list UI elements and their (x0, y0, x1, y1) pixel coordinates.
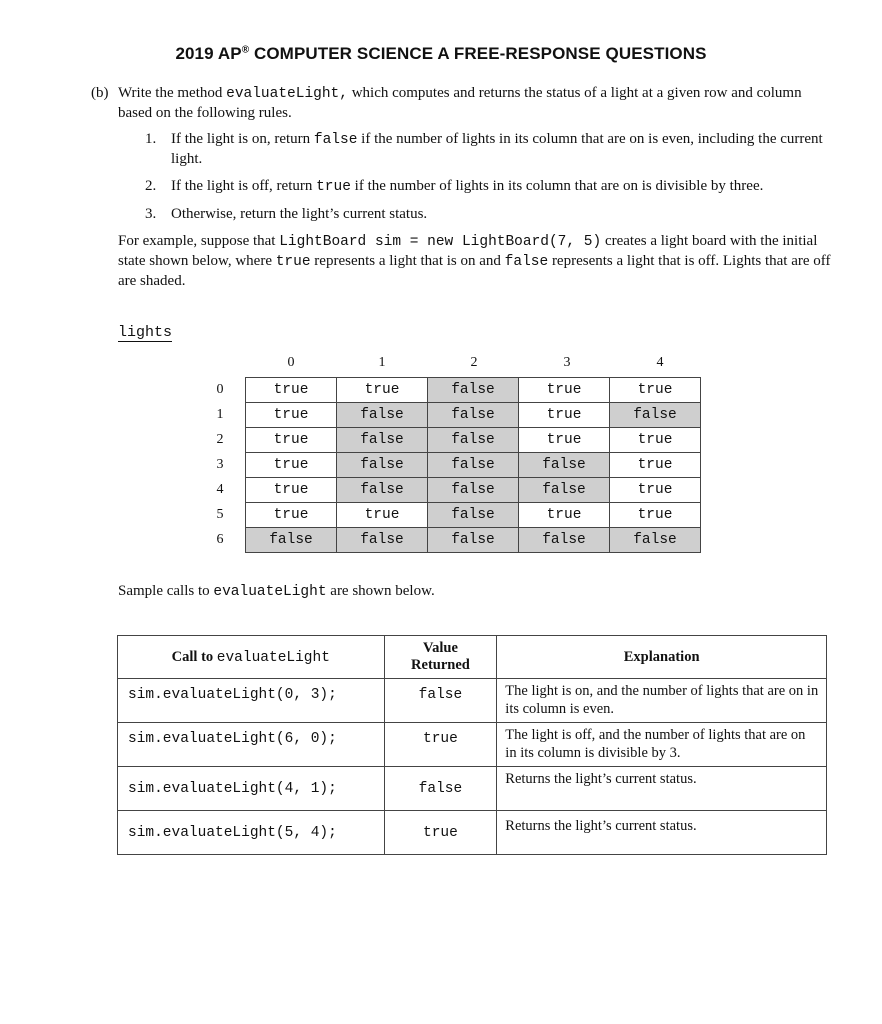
row-header: 6 (216, 532, 224, 547)
part-b-text (118, 84, 831, 123)
part-b-text-1: Write the method (118, 85, 227, 101)
light-cell: false (519, 478, 610, 503)
rule-2 (145, 177, 835, 197)
rule-pre: If the light is on, return (171, 131, 314, 147)
row-header: 2 (216, 432, 224, 447)
example-text-4: represents a light that is off. Lights that are off are shaded. (118, 253, 831, 289)
light-cell: false (337, 428, 428, 453)
sample-calls-table (117, 635, 827, 855)
light-cell: false (428, 453, 519, 478)
page-title (0, 44, 882, 64)
example-paragraph (118, 232, 833, 291)
grid-row (246, 378, 701, 403)
light-cell: true (519, 503, 610, 528)
rule-text (171, 177, 835, 197)
value-cell: true (384, 723, 497, 767)
column-header: 3 (563, 355, 571, 370)
call-cell: sim.evaluateLight(0, 3); (118, 679, 385, 723)
header-call-code: evaluateLight (216, 649, 330, 666)
rule-pre: If the light is off, return (171, 178, 317, 194)
value-cell: false (384, 767, 497, 811)
method-name: evaluateLight, (226, 86, 348, 102)
lights-label: lights (118, 324, 173, 341)
table-row (118, 679, 827, 723)
light-cell: false (519, 528, 610, 553)
rule-post: if the number of lights in its column that are on is even, including the current light. (171, 131, 823, 167)
sample-calls-text (118, 582, 435, 602)
row-header: 4 (216, 482, 224, 497)
rule-code: false (313, 132, 358, 148)
rule-number: 1. (145, 131, 157, 147)
light-cell: false (337, 403, 428, 428)
header-value-1: Value (422, 640, 458, 656)
light-cell: true (610, 378, 701, 403)
example-code-3: false (504, 254, 549, 270)
value-cell: false (384, 679, 497, 723)
light-cell: true (519, 428, 610, 453)
light-cell: false (610, 528, 701, 553)
example-text-2: creates a light board with the initial state shown below, where (118, 233, 818, 269)
example-code-1: LightBoard sim = new LightBoard(7, 5) (279, 234, 602, 250)
table-row (118, 723, 827, 767)
light-cell: false (428, 503, 519, 528)
call-cell: sim.evaluateLight(5, 4); (118, 811, 385, 855)
light-cell: true (610, 478, 701, 503)
example-code-2: true (275, 254, 311, 270)
light-cell: false (337, 453, 428, 478)
light-cell: true (246, 478, 337, 503)
light-cell: false (337, 528, 428, 553)
column-header: 1 (378, 355, 386, 370)
grid-row (246, 528, 701, 553)
lights-grid (245, 377, 701, 553)
part-b-label: (b) (91, 85, 109, 101)
rule-text (171, 130, 835, 169)
sample-text-1: Sample calls to (118, 583, 214, 599)
rule-1 (145, 130, 835, 169)
title-rest: COMPUTER SCIENCE A FREE-RESPONSE QUESTIONS (249, 44, 707, 63)
grid-row (246, 503, 701, 528)
table-row (118, 811, 827, 855)
explanation-cell: The light is off, and the number of lights that are on in its column is divisible by 3. (497, 723, 827, 767)
column-header: 2 (470, 355, 478, 370)
header-value (384, 636, 497, 679)
light-cell: false (428, 478, 519, 503)
light-cell: true (246, 453, 337, 478)
grid-row (246, 453, 701, 478)
light-cell: true (610, 503, 701, 528)
rule-number: 2. (145, 178, 157, 194)
header-value-2: Returned (411, 657, 470, 673)
header-call (118, 636, 385, 679)
row-header: 1 (216, 407, 224, 422)
explanation-cell: Returns the light’s current status. (497, 811, 827, 855)
grid-row (246, 403, 701, 428)
grid-row (246, 428, 701, 453)
row-header: 5 (216, 507, 224, 522)
header-explanation: Explanation (497, 636, 827, 679)
explanation-cell: The light is on, and the number of lights that are on in its column is even. (497, 679, 827, 723)
light-cell: true (246, 403, 337, 428)
grid-row (246, 478, 701, 503)
table-row (118, 767, 827, 811)
part-b-paragraph (91, 84, 831, 123)
sample-text-2: are shown below. (326, 583, 435, 599)
rule-text (171, 205, 835, 224)
rule-number: 3. (145, 206, 157, 222)
column-header: 0 (287, 355, 295, 370)
example-text-1: For example, suppose that (118, 233, 280, 249)
light-cell: false (337, 478, 428, 503)
light-cell: true (246, 503, 337, 528)
light-cell: false (519, 453, 610, 478)
rule-3 (145, 205, 835, 224)
sample-code: evaluateLight (213, 584, 327, 600)
rule-code: true (316, 179, 351, 195)
call-cell: sim.evaluateLight(6, 0); (118, 723, 385, 767)
column-header: 4 (656, 355, 664, 370)
call-cell: sim.evaluateLight(4, 1); (118, 767, 385, 811)
rule-pre: Otherwise, return the light’s current status. (171, 206, 428, 222)
light-cell: true (610, 428, 701, 453)
title-main: 2019 AP (175, 44, 242, 63)
value-cell: true (384, 811, 497, 855)
light-cell: false (610, 403, 701, 428)
light-cell: false (428, 428, 519, 453)
rule-post: if the number of lights in its column that are on is divisible by three. (350, 178, 764, 194)
lights-grid-body (246, 378, 701, 553)
light-cell: false (428, 403, 519, 428)
light-cell: true (337, 378, 428, 403)
light-cell: false (428, 378, 519, 403)
light-cell: false (246, 528, 337, 553)
light-cell: true (519, 403, 610, 428)
row-header: 0 (216, 382, 224, 397)
part-b-text-2: which computes and returns the status of a light at a given row and column based on the following rules. (118, 85, 802, 121)
light-cell: false (428, 528, 519, 553)
light-cell: true (337, 503, 428, 528)
example-text-3: represents a light that is on and (310, 253, 505, 269)
light-cell: true (519, 378, 610, 403)
registered-mark: ® (241, 44, 250, 56)
row-header: 3 (216, 457, 224, 472)
light-cell: true (246, 378, 337, 403)
light-cell: true (610, 453, 701, 478)
header-call-pre: Call to (171, 648, 217, 665)
light-cell: true (246, 428, 337, 453)
explanation-cell: Returns the light’s current status. (497, 767, 827, 811)
